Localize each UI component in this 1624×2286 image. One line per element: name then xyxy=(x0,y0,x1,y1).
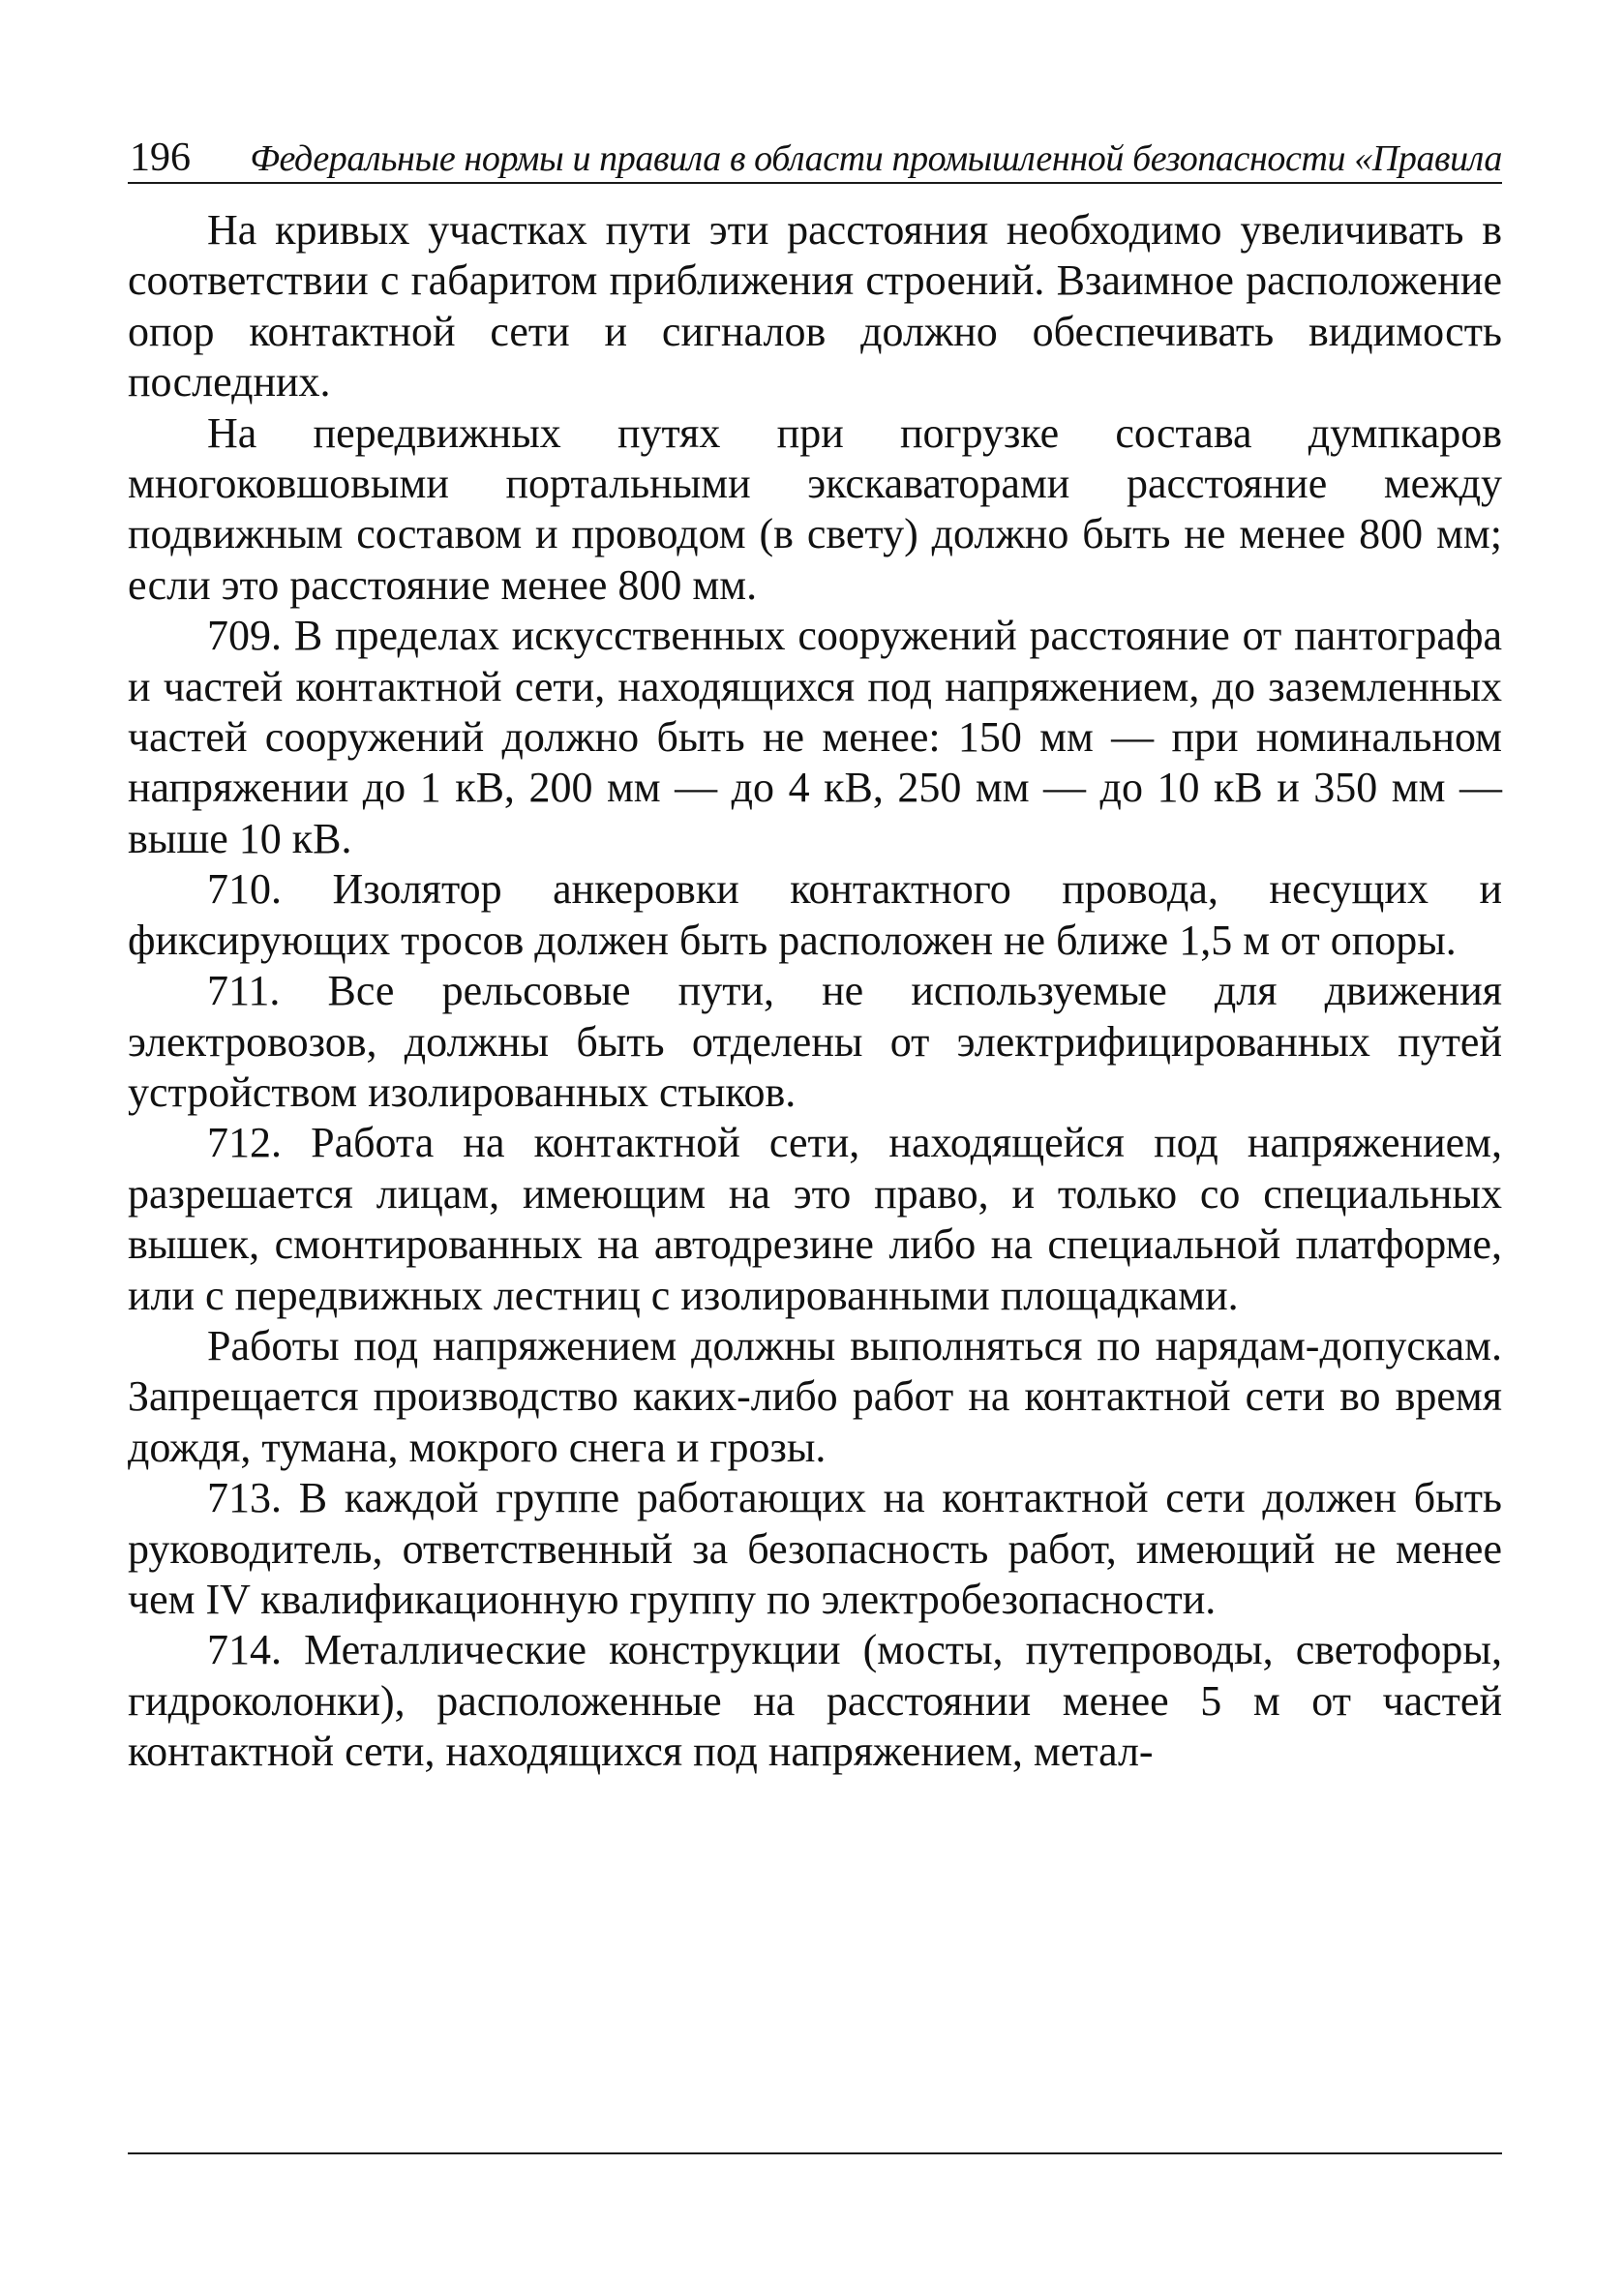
paragraph-mobile-tracks-loading: На передвижных путях при погрузке состава думпкаров многоковшовыми портальными экскаваторами расстояние между подвижным составом и проводом (в свету) должно быть не менее 800 мм; если это расстояние менее 800 мм. xyxy=(128,408,1502,609)
paragraph-713: 713. В каждой группе работающих на контактной сети должен быть руководитель, ответственный за безопасность работ, имеющий не менее чем IV квалификационную группу по электробезопасности. xyxy=(128,1474,1502,1623)
paragraph-714: 714. Металлические конструкции (мосты, путепроводы, светофоры, гидроколонки), расположенные на расстоянии менее 5 м от частей контактной сети, находящихся под напряжением, метал- xyxy=(128,1626,1502,1776)
running-title: Федеральные нормы и правила в области промышленной безопасности «Правила xyxy=(250,138,1502,179)
paragraph-709: 709. В пределах искусственных сооружений расстояние от пантографа и частей контактной сети, находящихся под напряжением, до заземленных частей сооружений должно быть не менее: 150 мм — при номинальном напряжении до 1 кВ, 200 мм — до 4 кВ, 250 мм — до 10 кВ и 350 мм — выше 10 кВ. xyxy=(128,612,1502,862)
paragraph-curved-track-distances: На кривых участках пути эти расстояния необходимо увеличивать в соответствии с габаритом приближения строений. Взаимное расположение опор контактной сети и сигналов должно обеспечивать видимость последних. xyxy=(128,206,1502,406)
paragraph-711: 711. Все рельсовые пути, не используемые для движения электровозов, должны быть отделены от электрифицированных путей устройством изолированных стыков. xyxy=(128,967,1502,1116)
body-text xyxy=(128,205,1502,1778)
paragraph-710: 710. Изолятор анкеровки контактного провода, несущих и фиксирующих тросов должен быть расположен не ближе 1,5 м от опоры. xyxy=(128,865,1502,964)
paragraph-712: 712. Работа на контактной сети, находящейся под напряжением, разрешается лицам, имеющим на это право, и только со специальных вышек, смонтированных на автодрезине либо на специальной платформе, или с передвижных лестниц с изолированными площадками. xyxy=(128,1119,1502,1319)
page-header xyxy=(128,132,1502,184)
footer-divider xyxy=(128,2152,1502,2154)
paragraph-work-permits: Работы под напряжением должны выполняться по нарядам-допускам. Запрещается производство каких-либо работ на контактной сети во время дождя, тумана, мокрого снега и грозы. xyxy=(128,1321,1502,1471)
page-number: 196 xyxy=(130,135,191,180)
